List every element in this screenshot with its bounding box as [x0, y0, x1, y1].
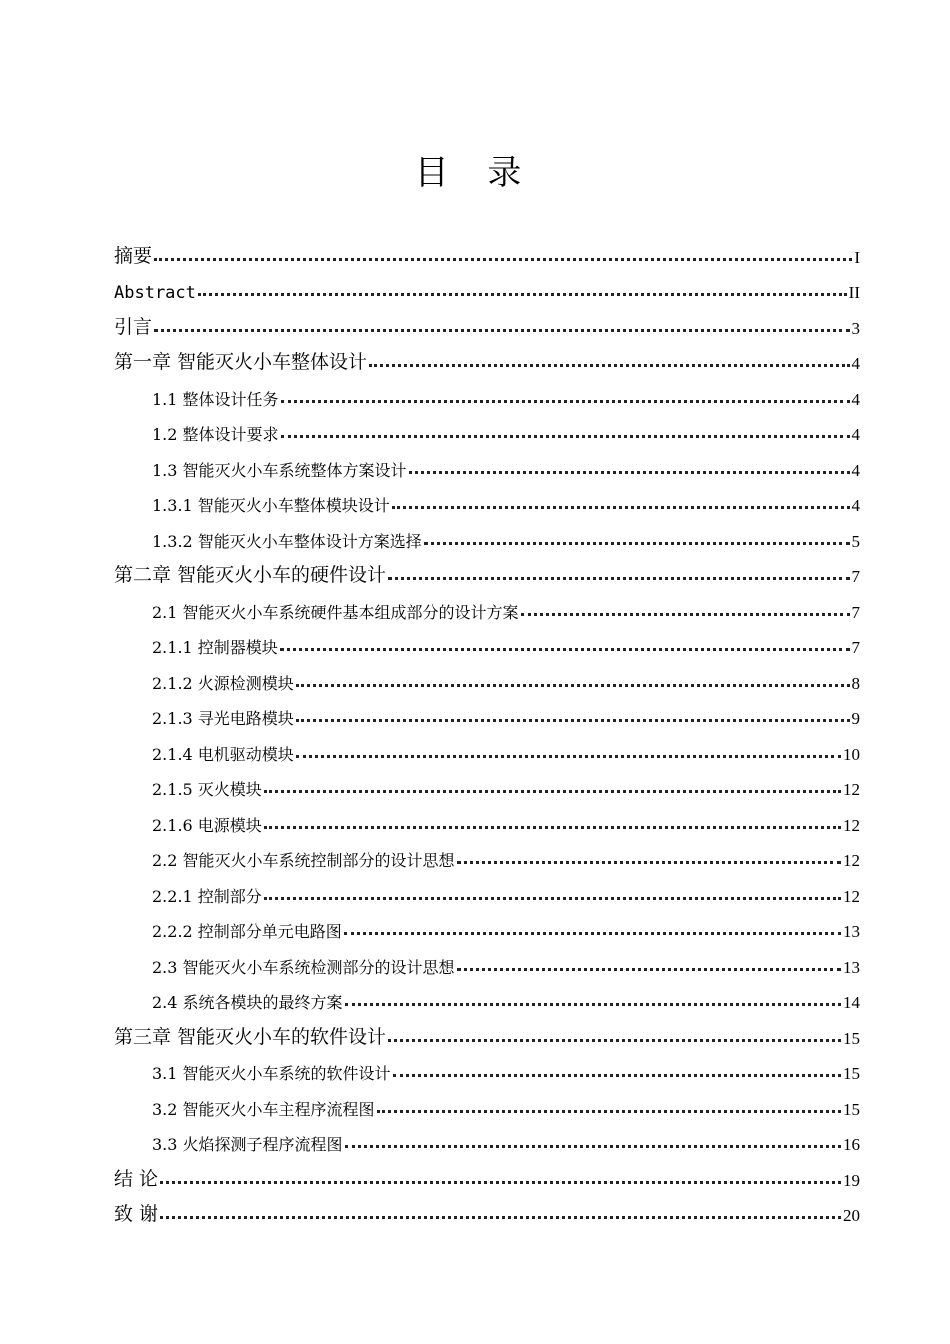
dot-leader [160, 1216, 841, 1219]
dot-leader [264, 897, 841, 900]
dot-leader [457, 968, 841, 971]
toc-page-number: 16 [843, 1135, 860, 1154]
toc-entry-label: 结 论 [114, 1167, 159, 1190]
toc-page-number: 3 [851, 318, 860, 338]
toc-page-number: 8 [851, 673, 860, 693]
toc-page-number: 4 [851, 496, 860, 515]
toc-entry-label: 第三章 智能灭火小车的软件设计 [114, 1025, 387, 1048]
dot-leader [409, 471, 850, 474]
toc-page-number: 19 [843, 1170, 860, 1190]
toc-entry-label: 2.4 系统各模块的最终方案 [152, 993, 343, 1012]
dot-leader [296, 755, 841, 758]
toc-entry-1-3-2[interactable] [114, 516, 860, 552]
toc-entry-2-1-5[interactable] [114, 765, 860, 801]
toc-entry-abstract-cn[interactable] [114, 232, 860, 268]
dot-leader [393, 1074, 841, 1077]
toc-entry-1-1[interactable] [114, 374, 860, 410]
table-of-contents [114, 232, 860, 1226]
toc-entry-label: 2.1.5 灭火模块 [152, 780, 262, 799]
toc-entry-label: 2.1.1 控制器模块 [152, 638, 278, 657]
toc-page-number: 4 [851, 460, 860, 480]
dot-leader [388, 1039, 841, 1042]
toc-entry-2-1[interactable] [114, 587, 860, 623]
toc-entry-label: 2.3 智能灭火小车系统检测部分的设计思想 [152, 957, 455, 977]
dot-leader [521, 613, 850, 616]
toc-entry-conclusion[interactable] [114, 1155, 860, 1191]
dot-leader [281, 400, 850, 403]
toc-entry-3-2[interactable] [114, 1084, 860, 1120]
dot-leader [281, 435, 850, 438]
dot-leader [264, 826, 841, 829]
toc-entry-1-2[interactable] [114, 410, 860, 446]
toc-entry-chapter-2[interactable] [114, 552, 860, 588]
toc-page-number: 13 [843, 957, 860, 977]
dot-leader [154, 258, 852, 261]
toc-entry-2-2-1[interactable] [114, 871, 860, 907]
dot-leader [369, 364, 849, 367]
toc-page-number: 12 [843, 780, 860, 799]
toc-entry-label: 1.2 整体设计要求 [152, 425, 279, 444]
toc-entry-label: 引言 [114, 315, 153, 338]
toc-page-number: 9 [851, 709, 860, 728]
toc-page-number: 5 [851, 531, 860, 551]
toc-entry-label: 3.1 智能灭火小车系统的软件设计 [152, 1064, 391, 1083]
toc-entry-1-3-1[interactable] [114, 481, 860, 517]
toc-entry-label: 3.2 智能灭火小车主程序流程图 [152, 1099, 375, 1119]
toc-page-number: 10 [843, 744, 860, 764]
toc-entry-2-1-2[interactable] [114, 658, 860, 694]
toc-entry-chapter-3[interactable] [114, 1013, 860, 1049]
dot-leader [345, 1145, 841, 1148]
toc-page-number: 4 [851, 425, 860, 444]
toc-entry-label: 第一章 智能灭火小车整体设计 [114, 351, 368, 373]
toc-entry-2-1-1[interactable] [114, 623, 860, 659]
toc-entry-acknowledgements[interactable] [114, 1191, 860, 1227]
toc-entry-label: 第二章 智能灭火小车的硬件设计 [114, 564, 387, 586]
toc-page-number: 4 [851, 354, 860, 373]
toc-page-number: II [848, 283, 860, 302]
toc-page-number: I [854, 247, 860, 267]
page-title: 目 录 [414, 153, 536, 193]
dot-leader [154, 329, 849, 332]
toc-entry-1-3[interactable] [114, 445, 860, 481]
toc-page-number: 7 [851, 602, 860, 622]
toc-entry-label: 1.3 智能灭火小车系统整体方案设计 [152, 460, 407, 480]
dot-leader [377, 1110, 841, 1113]
toc-entry-label: 2.1 智能灭火小车系统硬件基本组成部分的设计方案 [152, 602, 519, 622]
toc-entry-label: 2.1.3 寻光电路模块 [152, 709, 294, 728]
toc-entry-chapter-1[interactable] [114, 339, 860, 375]
toc-page-number: 7 [851, 567, 860, 586]
toc-entry-label: 2.1.6 电源模块 [152, 815, 262, 835]
dot-leader [296, 684, 850, 687]
toc-entry-label: 摘要 [114, 244, 153, 267]
toc-entry-label: 2.1.2 火源检测模块 [152, 673, 294, 693]
dot-leader [345, 1003, 841, 1006]
toc-entry-2-1-4[interactable] [114, 729, 860, 765]
toc-entry-label: 2.2 智能灭火小车系统控制部分的设计思想 [152, 851, 455, 870]
toc-entry-label: 1.3.2 智能灭火小车整体设计方案选择 [152, 531, 422, 551]
toc-entry-2-4[interactable] [114, 978, 860, 1014]
toc-page-number: 4 [851, 389, 860, 409]
dot-leader [424, 542, 850, 545]
toc-entry-label: 2.2.1 控制部分 [152, 886, 262, 906]
dot-leader [344, 932, 841, 935]
toc-entry-label: 致 谢 [114, 1203, 159, 1225]
dot-leader [392, 506, 850, 509]
toc-entry-label: Abstract [114, 283, 196, 303]
toc-entry-introduction[interactable] [114, 303, 860, 339]
toc-entry-label: 1.1 整体设计任务 [152, 389, 279, 409]
toc-page-number: 15 [843, 1028, 860, 1048]
toc-entry-3-3[interactable] [114, 1120, 860, 1156]
dot-leader [457, 861, 841, 864]
toc-page-number: 14 [843, 993, 860, 1012]
toc-entry-3-1[interactable] [114, 1049, 860, 1085]
dot-leader [388, 577, 849, 580]
toc-entry-abstract-en[interactable] [114, 268, 860, 304]
toc-entry-2-2[interactable] [114, 836, 860, 872]
toc-page-number: 12 [843, 815, 860, 835]
toc-page-number: 20 [843, 1206, 860, 1225]
dot-leader [198, 293, 847, 296]
dot-leader [264, 790, 841, 793]
toc-entry-label: 2.2.2 控制部分单元电路图 [152, 922, 342, 941]
toc-page-number: 7 [851, 638, 860, 657]
toc-entry-2-1-3[interactable] [114, 694, 860, 730]
dot-leader [296, 719, 850, 722]
toc-page-number: 13 [843, 922, 860, 941]
dot-leader [160, 1181, 841, 1184]
toc-page-number: 15 [843, 1064, 860, 1083]
toc-page-number: 12 [843, 886, 860, 906]
toc-entry-2-1-6[interactable] [114, 800, 860, 836]
toc-entry-label: 2.1.4 电机驱动模块 [152, 744, 294, 764]
toc-entry-label: 1.3.1 智能灭火小车整体模块设计 [152, 496, 390, 515]
toc-page-number: 12 [843, 851, 860, 870]
toc-entry-label: 3.3 火焰探测子程序流程图 [152, 1135, 343, 1154]
toc-entry-2-2-2[interactable] [114, 907, 860, 943]
dot-leader [280, 648, 850, 651]
toc-page-number: 15 [843, 1099, 860, 1119]
toc-entry-2-3[interactable] [114, 942, 860, 978]
